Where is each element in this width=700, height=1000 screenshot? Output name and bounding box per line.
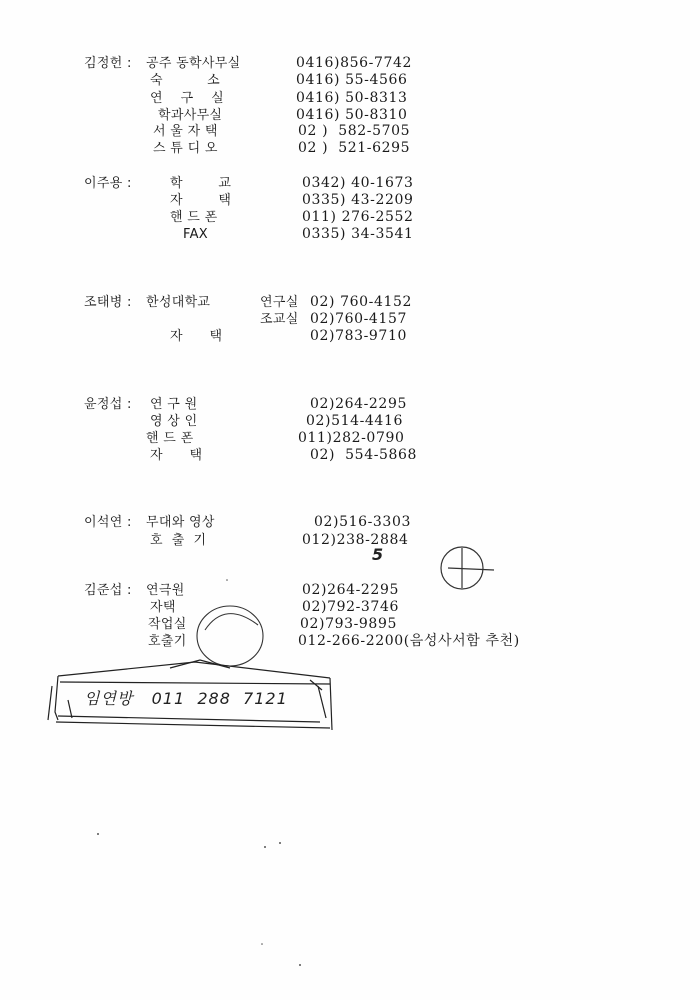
- contact-number: 02)793-9895: [300, 616, 397, 632]
- contact-label: 서 울 자 택: [153, 124, 218, 139]
- contact-label: 자 택: [170, 193, 232, 208]
- contact-sublabel: 연구실: [260, 295, 299, 310]
- contact-number: 0335) 34-3541: [302, 226, 414, 242]
- contact-number: 02)514-4416: [306, 413, 403, 429]
- contact-number: 02) 760-4152: [310, 294, 413, 310]
- contact-number: 02)516-3303: [314, 514, 411, 530]
- contact-number: 0416) 55-4566: [296, 72, 408, 88]
- contact-label: 자택: [150, 600, 176, 615]
- contact-label: 한성대학교: [146, 295, 211, 310]
- contact-name: 김준섭 :: [84, 583, 132, 598]
- contact-label: 핸 드 폰: [146, 431, 194, 446]
- contact-number: 02)792-3746: [302, 599, 399, 615]
- contact-label: 연 구 실: [150, 91, 225, 106]
- contact-name: 이주용 :: [84, 176, 132, 191]
- contact-label: 작업실: [148, 617, 187, 632]
- contact-label: 학 교: [170, 176, 232, 191]
- contact-label: 스 튜 디 오: [153, 141, 218, 156]
- contact-label: 공주 동학사무실: [146, 56, 241, 71]
- circle-cross-mark: [441, 547, 494, 589]
- contact-name: 조태병 :: [84, 295, 132, 310]
- handwritten-note: 임연방 011 288 7121: [84, 689, 288, 708]
- contact-number: 012-266-2200(음성사서함 추천): [298, 633, 520, 649]
- contact-number: 0342) 40-1673: [302, 175, 414, 191]
- contact-name: 윤정섭 :: [84, 397, 132, 412]
- dust-specks: [97, 579, 301, 966]
- contact-name: 이석연 :: [84, 515, 132, 530]
- contact-name: 김정헌 :: [84, 56, 132, 71]
- contact-number: 0416)856-7742: [296, 55, 412, 71]
- contact-number: 012)238-2884: [302, 532, 409, 548]
- contact-label: 호 출 기: [150, 533, 207, 548]
- contact-number: 02) 554-5868: [310, 447, 418, 463]
- contact-label: 자 택: [150, 448, 203, 463]
- contact-label: 영 상 인: [150, 414, 198, 429]
- contact-number: 011) 276-2552: [302, 209, 414, 225]
- contact-number: 02)264-2295: [302, 582, 399, 598]
- contact-number: 02)783-9710: [310, 328, 407, 344]
- scribble-circle-mark: [197, 606, 263, 666]
- handwritten-correction: 5: [372, 545, 385, 564]
- contact-number: 02 ) 521-6295: [298, 140, 411, 156]
- contact-sublabel: 조교실: [260, 312, 299, 327]
- contact-label: 호출기: [148, 634, 187, 649]
- contact-label: 핸 드 폰: [170, 210, 218, 225]
- contact-label: 연극원: [146, 583, 185, 598]
- contact-label: 무대와 영상: [146, 515, 215, 530]
- contact-number: 02)264-2295: [310, 396, 407, 412]
- contact-label: 학과사무실: [158, 108, 223, 123]
- contact-label: 연 구 원: [150, 397, 198, 412]
- contact-number: 02 ) 582-5705: [298, 123, 411, 139]
- contact-label: 숙 소: [150, 73, 221, 88]
- contact-number: 02)760-4157: [310, 311, 407, 327]
- contact-number: 0335) 43-2209: [302, 192, 414, 208]
- contact-label: FAX: [183, 227, 208, 242]
- contact-number: 0416) 50-8310: [296, 107, 408, 123]
- contact-number: 0416) 50-8313: [296, 90, 408, 106]
- contact-number: 011)282-0790: [298, 430, 405, 446]
- contact-label: 자 택: [170, 329, 223, 344]
